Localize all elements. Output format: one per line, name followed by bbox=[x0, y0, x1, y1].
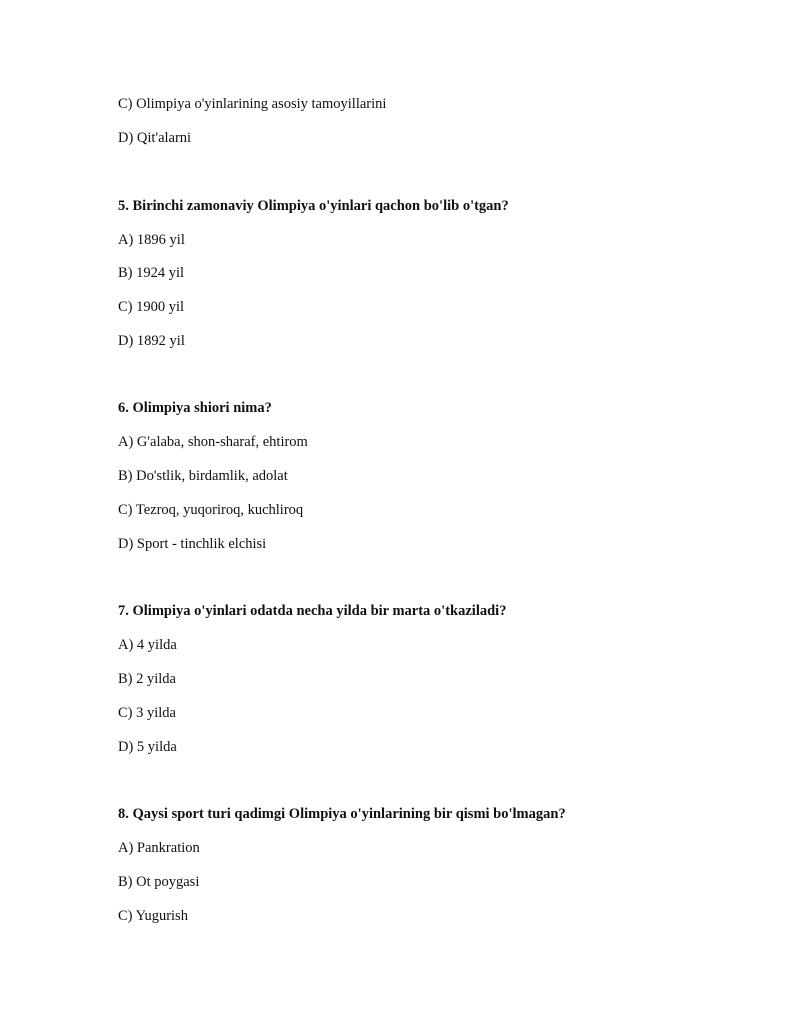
option-c-q4: C) Olimpiya o'yinlarining asosiy tamoyillarini bbox=[118, 96, 387, 112]
option-d-q7: D) 5 yilda bbox=[118, 739, 177, 755]
option-c-q8: C) Yugurish bbox=[118, 908, 188, 924]
question-5: 5. Birinchi zamonaviy Olimpiya o'yinlari qachon bo'lib o'tgan? bbox=[118, 198, 509, 214]
question-6: 6. Olimpiya shiori nima? bbox=[118, 400, 272, 416]
option-a-q7: A) 4 yilda bbox=[118, 637, 177, 653]
option-b-q8: B) Ot poygasi bbox=[118, 874, 200, 890]
option-d-q5: D) 1892 yil bbox=[118, 333, 185, 349]
option-d-q6: D) Sport - tinchlik elchisi bbox=[118, 536, 267, 552]
option-b-q7: B) 2 yilda bbox=[118, 671, 176, 687]
option-c-q7: C) 3 yilda bbox=[118, 705, 176, 721]
option-d-q4: D) Qit'alarni bbox=[118, 130, 192, 146]
question-8: 8. Qaysi sport turi qadimgi Olimpiya o'yinlarining bir qismi bo'lmagan? bbox=[118, 806, 566, 822]
option-a-q8: A) Pankration bbox=[118, 840, 200, 856]
option-c-q6: C) Tezroq, yuqoriroq, kuchliroq bbox=[118, 502, 304, 518]
option-a-q5: A) 1896 yil bbox=[118, 232, 185, 248]
option-b-q5: B) 1924 yil bbox=[118, 265, 185, 281]
option-c-q5: C) 1900 yil bbox=[118, 299, 185, 315]
question-7: 7. Olimpiya o'yinlari odatda necha yilda bir marta o'tkaziladi? bbox=[118, 603, 507, 619]
option-a-q6: A) G'alaba, shon-sharaf, ehtirom bbox=[118, 434, 308, 450]
option-b-q6: B) Do'stlik, birdamlik, adolat bbox=[118, 468, 288, 484]
